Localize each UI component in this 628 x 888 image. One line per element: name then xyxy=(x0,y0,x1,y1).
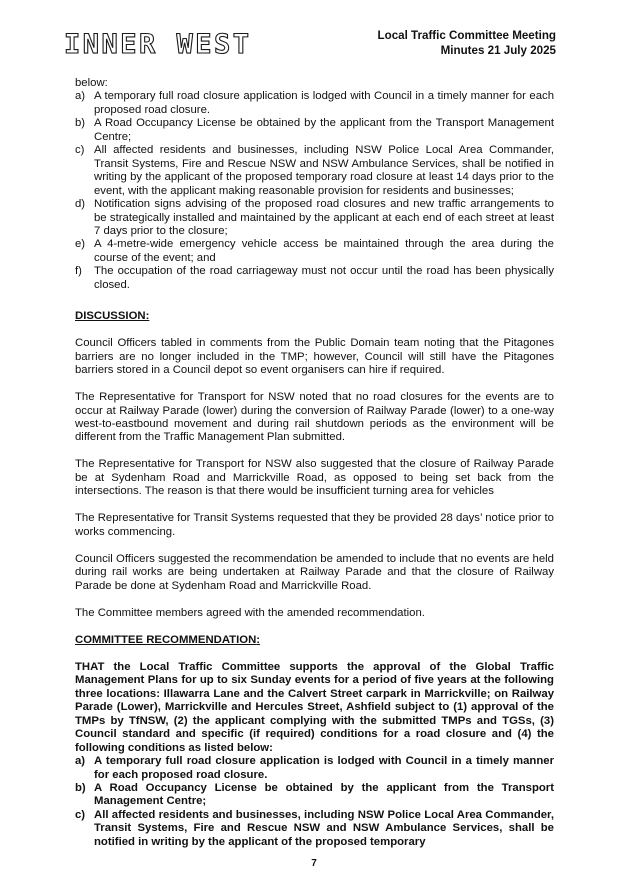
condition-text: The occupation of the road carriageway must not occur until the road has been physically closed. xyxy=(94,265,554,291)
condition-item xyxy=(75,144,554,198)
recommendation-intro: THAT the Local Traffic Committee supports the approval of the Global Traffic Management Plans for up to six Sunday events for a period of five years at the following three locations: Illawarra Lane and the Calvert Street carpark in Marrickville; on Railway Parade (Lower), Marrickville and Hercules Street, Ashfield subject to (1) approval of the TMPs by TfNSW, (2) the applicant complying with the submitted TMPs and TGSs, (3) Council standard and specific (if required) conditions for a road closure and (4) the following conditions as listed below: xyxy=(75,660,554,754)
discussion-heading: DISCUSSION: xyxy=(75,310,150,323)
recommendation-conditions-list xyxy=(75,755,554,849)
condition-text: A temporary full road closure application is lodged with Council in a timely manner for each proposed road closure. xyxy=(94,90,554,116)
condition-marker: c) xyxy=(75,144,85,157)
discussion-paragraph: The Representative for Transport for NSW noted that no road closures for the events are to occur at Railway Parade (lower) during the conversion of Railway Parade (lower) to a one-way west-to-eastbound movement and during rail shutdown periods as the environment will be different from the Traffic Management Plan submitted. xyxy=(75,391,554,444)
condition-text: Notification signs advising of the proposed road closures and new traffic arrangements to be strategically installed and maintained by the applicant at each end of each street at least 7 days prior to the closure; xyxy=(94,198,554,237)
lead-in-text: below: xyxy=(75,77,108,89)
conditions-list xyxy=(75,90,554,292)
minutes-date: Minutes 21 July 2025 xyxy=(440,43,556,57)
condition-marker: a) xyxy=(75,755,86,768)
condition-marker: b) xyxy=(75,117,86,130)
recommendation-heading-text: COMMITTEE RECOMMENDATION xyxy=(75,633,257,646)
recommendation-heading xyxy=(75,634,554,647)
recommendation-heading-colon: : xyxy=(256,633,261,646)
discussion-paragraph: The Committee members agreed with the amended recommendation. xyxy=(75,606,425,619)
discussion-paragraph: The Representative for Transport for NSW also suggested that the closure of Railway Parade be at Sydenham Road and Marrickville Road, as opposed to being set back from the intersections. The reason is that there would be insufficient turning area for vehicles xyxy=(75,458,554,498)
recommendation-condition-item xyxy=(75,755,554,782)
condition-text: All affected residents and businesses, including NSW Police Local Area Commander, Transit Systems, Fire and Rescue NSW and NSW Ambulance Services, shall be notified in writing by the applicant of the proposed temporary road closure at least 14 days prior to the event, with the applicant making reasonable provision for residents and businesses; xyxy=(94,144,554,197)
discussion-paragraph: The Representative for Transit Systems requested that they be provided 28 days’ notice prior to works commencing. xyxy=(75,512,554,538)
condition-text: A temporary full road closure application is lodged with Council in a timely manner for each proposed road closure. xyxy=(94,755,554,781)
condition-marker: d) xyxy=(75,198,86,211)
condition-text: All affected residents and businesses, including NSW Police Local Area Commander, Transit Systems, Fire and Rescue NSW and NSW Ambulance Services, shall be notified in writing by the applicant of the proposed temporary xyxy=(94,808,554,848)
condition-item xyxy=(75,117,554,144)
condition-marker: b) xyxy=(75,781,86,794)
condition-text: A Road Occupancy License be obtained by the applicant from the Transport Management Centre; xyxy=(94,781,554,808)
discussion-paragraph: Council Officers tabled in comments from the Public Domain team noting that the Pitagones barriers are no longer included in the TMP; however, Council will still have the Pitagones barriers stored in a Council depot so event organisers can hire if required. xyxy=(75,337,554,377)
condition-marker: c) xyxy=(75,808,86,821)
condition-text: A 4-metre-wide emergency vehicle access be maintained through the area during the course of the event; and xyxy=(94,238,554,264)
discussion-paragraph: Council Officers suggested the recommendation be amended to include that no events are held during rail works are being undertaken at Railway Parade and that the closure of Railway Parade be done at Sydenham Road and Marrickville Road. xyxy=(75,552,554,592)
inner-west-logo xyxy=(64,28,274,58)
condition-item xyxy=(75,265,554,292)
page-header xyxy=(378,29,556,58)
condition-item xyxy=(75,238,554,265)
condition-item xyxy=(75,198,554,238)
condition-text: A Road Occupancy License be obtained by the applicant from the Transport Management Centre; xyxy=(94,117,554,143)
condition-item xyxy=(75,90,554,117)
page-number: 7 xyxy=(311,858,317,869)
recommendation-condition-item xyxy=(75,809,554,849)
meeting-title: Local Traffic Committee Meeting xyxy=(377,29,556,42)
recommendation-condition-item xyxy=(75,782,554,809)
condition-marker: e) xyxy=(75,238,86,251)
minutes-body xyxy=(75,77,554,849)
logo-text: INNER WEST xyxy=(64,29,252,58)
condition-marker: a) xyxy=(75,90,86,103)
condition-marker: f) xyxy=(75,265,82,278)
